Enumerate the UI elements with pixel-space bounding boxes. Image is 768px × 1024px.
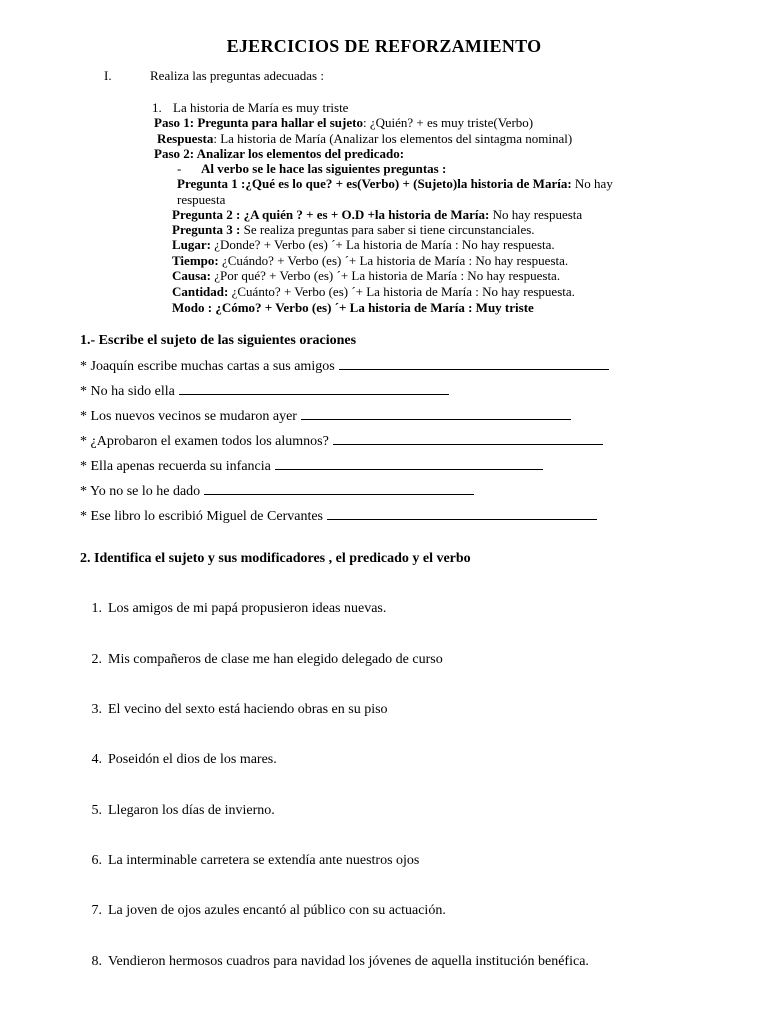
sentence-text: * No ha sido ella <box>80 384 175 399</box>
sentence-text: * Ese libro lo escribió Miguel de Cervantes <box>80 509 323 524</box>
paso1-line <box>154 115 533 131</box>
pregunta2-text: No hay respuesta <box>489 207 583 222</box>
exercise2-heading: 2. Identifica el sujeto y sus modificadores , el predicado y el verbo <box>80 551 471 566</box>
paso2-line <box>154 146 404 162</box>
answer-blank[interactable] <box>333 432 603 445</box>
sentence-row <box>80 357 609 376</box>
respuesta-label: Respuesta <box>157 131 214 146</box>
answer-blank[interactable] <box>179 382 449 395</box>
list-number: 5. <box>91 803 102 818</box>
answer-blank[interactable] <box>275 457 543 470</box>
list-text: El vecino del sexto está haciendo obras en su piso <box>108 702 388 717</box>
pregunta3-label: Pregunta 3 : <box>172 222 241 237</box>
list-item <box>80 902 446 920</box>
sentence-text: * Yo no se lo he dado <box>80 484 201 499</box>
causa-text: ¿Por qué? + Verbo (es) ´+ La historia de María : No hay respuesta. <box>211 268 561 283</box>
causa-label: Causa: <box>172 268 212 283</box>
cantidad-line <box>172 284 575 300</box>
answer-blank[interactable] <box>339 357 609 370</box>
list-number: 1. <box>91 601 102 616</box>
tiempo-line <box>172 253 568 269</box>
cantidad-label: Cantidad: <box>172 284 229 299</box>
respuesta-text: : La historia de María (Analizar los elementos del sintagma nominal) <box>213 131 573 146</box>
answer-blank[interactable] <box>301 407 571 420</box>
list-item <box>80 600 386 618</box>
list-item <box>80 751 277 769</box>
list-number: 6. <box>91 853 102 868</box>
pregunta2-line <box>172 207 582 223</box>
paso2-label: Paso 2: Analizar los elementos del predicado: <box>154 146 405 161</box>
list-number: 3. <box>91 702 102 717</box>
verbo-note <box>201 161 446 177</box>
answer-blank[interactable] <box>204 482 474 495</box>
list-number: 7. <box>91 903 102 918</box>
modo-line <box>172 300 534 316</box>
lugar-text: ¿Donde? + Verbo (es) ´+ La historia de María : No hay respuesta. <box>211 237 555 252</box>
pregunta3-text: Se realiza preguntas para saber si tiene circunstanciales. <box>240 222 535 237</box>
list-text: La interminable carretera se extendía ante nuestros ojos <box>108 853 420 868</box>
list-item <box>80 802 275 820</box>
sentence-text: * ¿Aprobaron el examen todos los alumnos? <box>80 434 329 449</box>
instruction: Realiza las preguntas adecuadas : <box>150 68 324 83</box>
paso1-label: Paso 1: Pregunta para hallar el sujeto <box>154 115 363 130</box>
pregunta1-label: Pregunta 1 :¿Qué es lo que? + es(Verbo) + (Sujeto)la historia de María: <box>177 176 572 191</box>
tiempo-text: ¿Cuándo? + Verbo (es) ´+ La historia de María : No hay respuesta. <box>218 253 569 268</box>
verbo-note-text: Al verbo se le hace las siguientes preguntas : <box>201 161 447 176</box>
list-item <box>80 701 388 719</box>
pregunta3-line <box>172 222 535 238</box>
sentence-row <box>80 382 449 401</box>
modo-label: Modo : ¿Cómo? + Verbo (es) ´+ La historia de María : Muy triste <box>172 300 534 315</box>
list-text: Mis compañeros de clase me han elegido delegado de curso <box>108 652 443 667</box>
sentence-text: * Joaquín escribe muchas cartas a sus amigos <box>80 359 335 374</box>
sentence-row <box>80 507 597 526</box>
list-item <box>80 953 589 971</box>
sentence-text: * Ella apenas recuerda su infancia <box>80 459 271 474</box>
tiempo-label: Tiempo: <box>172 253 219 268</box>
paso1-text: : ¿Quién? + es muy triste(Verbo) <box>362 115 534 130</box>
list-number: 4. <box>91 752 102 767</box>
list-item <box>80 651 443 669</box>
list-item <box>80 852 419 870</box>
sentence-row <box>80 457 543 476</box>
list-number: 2. <box>91 652 102 667</box>
list-text: Poseidón el dios de los mares. <box>108 752 277 767</box>
causa-line <box>172 268 560 284</box>
pregunta1-text: No hay <box>571 176 613 191</box>
respuesta-line <box>157 131 572 147</box>
item-text: La historia de María es muy triste <box>173 100 349 115</box>
item-number: 1. <box>152 100 162 115</box>
dash: - <box>177 161 182 176</box>
list-text: Los amigos de mi papá propusieron ideas nuevas. <box>108 601 387 616</box>
list-text: Vendieron hermosos cuadros para navidad los jóvenes de aquella institución benéfica. <box>108 954 589 969</box>
sentence-row <box>80 432 603 451</box>
pregunta1-cont: respuesta <box>177 192 226 207</box>
pregunta2-label: Pregunta 2 : ¿A quién ? + es + O.D +la historia de María: <box>172 207 490 222</box>
sentence-row <box>80 407 571 426</box>
answer-blank[interactable] <box>327 507 597 520</box>
list-text: Llegaron los días de invierno. <box>108 803 275 818</box>
pregunta1-line <box>177 176 613 192</box>
exercise1-heading: 1.- Escribe el sujeto de las siguientes oraciones <box>80 333 357 348</box>
lugar-label: Lugar: <box>172 237 211 252</box>
lugar-line <box>172 237 555 253</box>
sentence-row <box>80 482 474 501</box>
roman-numeral: I. <box>104 68 112 83</box>
list-number: 8. <box>91 954 102 969</box>
page-title: EJERCICIOS DE REFORZAMIENTO <box>226 36 542 56</box>
cantidad-text: ¿Cuánto? + Verbo (es) ´+ La historia de María : No hay respuesta. <box>228 284 575 299</box>
list-text: La joven de ojos azules encantó al público con su actuación. <box>108 903 446 918</box>
sentence-text: * Los nuevos vecinos se mudaron ayer <box>80 409 297 424</box>
